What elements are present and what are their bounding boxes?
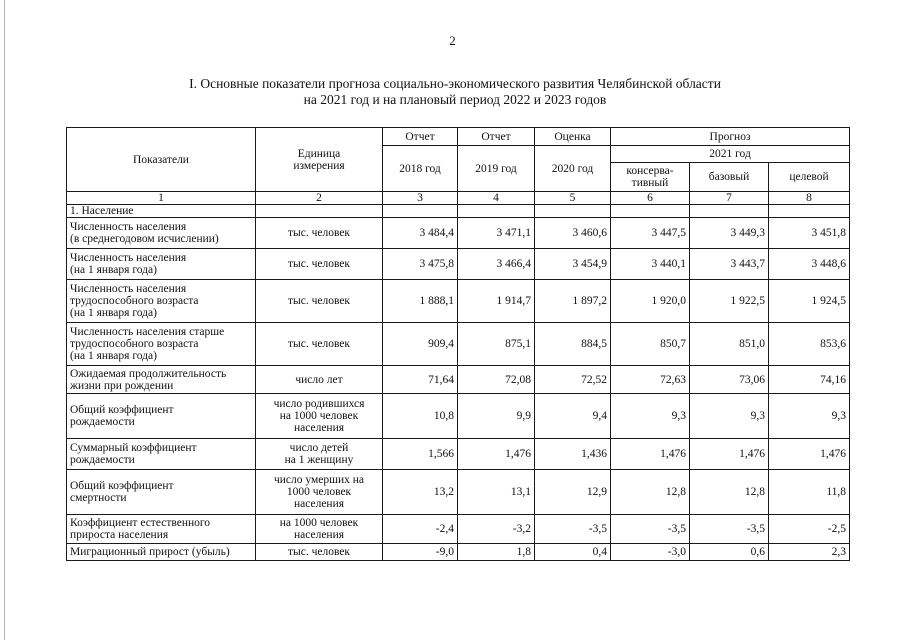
value-cell: 9,9 [458,394,535,439]
table-row [67,366,850,394]
value-cell: 850,7 [611,323,690,366]
column-number: 1 [67,192,256,205]
table-row [67,439,850,470]
value-cell: 909,4 [383,323,458,366]
indicator-name: Миграционный прирост (убыль) [67,544,256,561]
value-cell: 3 440,1 [611,249,690,280]
value-cell: 12,8 [690,470,769,515]
column-number: 2 [256,192,383,205]
section-title: 1. Население [67,205,256,218]
value-cell: 72,08 [458,366,535,394]
value-cell: 1,476 [690,439,769,470]
column-number-row [67,192,850,205]
value-cell: -3,2 [458,515,535,544]
column-number: 6 [611,192,690,205]
value-cell: 9,3 [690,394,769,439]
value-cell: -3,5 [611,515,690,544]
value-cell: -2,4 [383,515,458,544]
value-cell: 13,2 [383,470,458,515]
value-cell: 1 924,5 [769,280,850,323]
column-number: 8 [769,192,850,205]
forecast-table [66,127,850,561]
unit-cell: число умерших на 1000 человек населения [256,470,383,515]
title-line-1: I. Основные показатели прогноза социально-экономического развития Челябинской области [189,76,721,91]
indicator-name: Численность населения (в среднегодовом исчислении) [67,218,256,249]
column-number: 4 [458,192,535,205]
header-indicators: Показатели [67,128,256,192]
value-cell: -9,0 [383,544,458,561]
table-row [67,394,850,439]
header-year-2019: 2019 год [458,146,535,192]
value-cell: 3 449,3 [690,218,769,249]
value-cell: 0,6 [690,544,769,561]
value-cell: 73,06 [690,366,769,394]
header-year-2021: 2021 год [611,146,850,163]
title-line-2: на 2021 год и на плановый период 2022 и 2023 годов [303,92,607,107]
value-cell: 3 448,6 [769,249,850,280]
value-cell: 13,1 [458,470,535,515]
indicator-name: Ожидаемая продолжительность жизни при рождении [67,366,256,394]
value-cell: 1 897,2 [535,280,611,323]
value-cell: 12,8 [611,470,690,515]
column-number: 3 [383,192,458,205]
indicator-name: Численность населения старше трудоспособного возраста (на 1 января года) [67,323,256,366]
table-row [67,323,850,366]
value-cell: 1,436 [535,439,611,470]
value-cell: 1,566 [383,439,458,470]
value-cell: 3 451,8 [769,218,850,249]
value-cell: 3 443,7 [690,249,769,280]
indicator-name: Коэффициент естественного прироста населения [67,515,256,544]
table-row [67,218,850,249]
value-cell: 1 888,1 [383,280,458,323]
indicator-name: Общий коэффициент смертности [67,470,256,515]
value-cell: 74,16 [769,366,850,394]
value-cell: 3 484,4 [383,218,458,249]
header-report-2018: Отчет [383,128,458,146]
indicator-name: Общий коэффициент рождаемости [67,394,256,439]
value-cell: 10,8 [383,394,458,439]
value-cell: -3,5 [690,515,769,544]
value-cell: 9,4 [535,394,611,439]
value-cell: 1,476 [611,439,690,470]
unit-cell: тыс. человек [256,249,383,280]
unit-cell: на 1000 человек населения [256,515,383,544]
column-number: 5 [535,192,611,205]
value-cell: -3,0 [611,544,690,561]
value-cell: 1,8 [458,544,535,561]
value-cell: 3 466,4 [458,249,535,280]
value-cell: 0,4 [535,544,611,561]
value-cell: -2,5 [769,515,850,544]
value-cell: 12,9 [535,470,611,515]
unit-cell: тыс. человек [256,218,383,249]
section-row [67,205,850,218]
value-cell: 1,476 [458,439,535,470]
value-cell: 2,3 [769,544,850,561]
header-base: базовый [690,163,769,192]
value-cell: 851,0 [690,323,769,366]
value-cell: 9,3 [769,394,850,439]
scan-page-edge [4,0,5,640]
value-cell: 884,5 [535,323,611,366]
value-cell: 3 471,1 [458,218,535,249]
value-cell: 3 454,9 [535,249,611,280]
unit-cell: тыс. человек [256,544,383,561]
unit-cell: тыс. человек [256,280,383,323]
value-cell: 3 475,8 [383,249,458,280]
value-cell: 1 922,5 [690,280,769,323]
header-estimate: Оценка [535,128,611,146]
value-cell: 875,1 [458,323,535,366]
header-year-2020: 2020 год [535,146,611,192]
document-title [70,76,840,108]
value-cell: 1,476 [769,439,850,470]
table-row [67,280,850,323]
header-row-1 [67,128,850,146]
table-row [67,515,850,544]
value-cell: 1 920,0 [611,280,690,323]
value-cell: 71,64 [383,366,458,394]
unit-cell: тыс. человек [256,323,383,366]
value-cell: 72,52 [535,366,611,394]
value-cell: 3 460,6 [535,218,611,249]
header-year-2018: 2018 год [383,146,458,192]
unit-cell: число лет [256,366,383,394]
table-row [67,544,850,561]
table-row [67,249,850,280]
header-target: целевой [769,163,850,192]
unit-cell: число родившихся на 1000 человек населения [256,394,383,439]
header-report-2019: Отчет [458,128,535,146]
value-cell: 853,6 [769,323,850,366]
column-number: 7 [690,192,769,205]
page-number: 2 [449,33,456,48]
value-cell: -3,5 [535,515,611,544]
indicator-name: Суммарный коэффициент рождаемости [67,439,256,470]
value-cell: 11,8 [769,470,850,515]
indicator-name: Численность населения трудоспособного возраста (на 1 января года) [67,280,256,323]
indicator-name: Численность населения (на 1 января года) [67,249,256,280]
header-unit: Единица измерения [256,128,383,192]
value-cell: 1 914,7 [458,280,535,323]
value-cell: 72,63 [611,366,690,394]
table-row [67,470,850,515]
header-forecast: Прогноз [611,128,850,146]
header-conservative: консерва- тивный [611,163,690,192]
value-cell: 9,3 [611,394,690,439]
unit-cell: число детей на 1 женщину [256,439,383,470]
value-cell: 3 447,5 [611,218,690,249]
